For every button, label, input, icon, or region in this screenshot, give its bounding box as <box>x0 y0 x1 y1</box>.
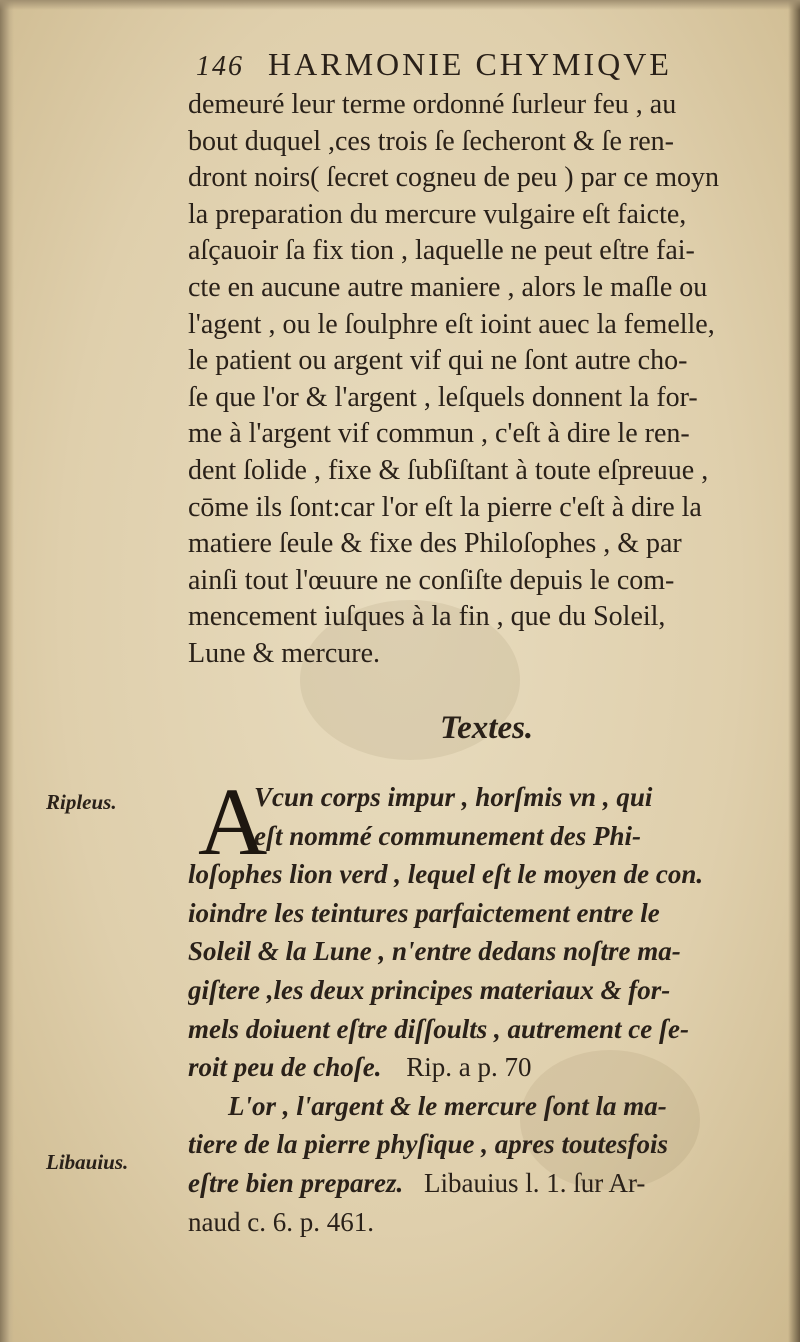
quote-line: Soleil & la Lune , n'entre dedans noſtre ma- <box>188 936 681 967</box>
running-header <box>196 46 776 90</box>
citation-line: naud c. 6. p. 461. <box>188 1206 374 1237</box>
quote-line: mels doiuent eſtre diſſoults , autrement ce ſe- <box>188 1013 689 1044</box>
text-line: cte en aucune autre maniere , alors le maſle ou <box>188 271 708 303</box>
text-line: dent ſolide , fixe & ſubſiſtant à toute eſpreuue , <box>188 454 709 486</box>
margin-note-ripleus: Ripleus. <box>46 790 117 814</box>
text-line: bout duquel ,ces trois ſe ſecheront & ſe ren- <box>188 125 674 157</box>
quote-line <box>188 1048 792 1087</box>
quote-line: L'or , l'argent & le mercure ſont la ma- <box>228 1090 667 1121</box>
drop-cap: A <box>198 768 268 875</box>
page-number: 146 <box>196 51 244 82</box>
quote-line-text: eſtre bien preparez. <box>188 1167 404 1198</box>
quote-line: eſt nommé communement des Phi- <box>254 820 641 851</box>
body-paragraph <box>188 87 792 673</box>
running-title: HARMONIE CHYMIQVE <box>268 46 672 82</box>
citation-libauius: Libauius l. 1. ſur Ar- <box>423 1167 646 1198</box>
quote-line: ioindre les teintures parfaictement entre le <box>188 897 660 928</box>
text-line: ainſi tout l'œuure ne conſiſte depuis le com- <box>188 564 675 596</box>
text-line: ſe que l'or & l'argent , leſquels donnent la for- <box>188 381 698 413</box>
text-line: l'agent , ou le ſoulphre eſt ioint auec la femelle, <box>188 308 715 340</box>
quote-line <box>188 1164 792 1203</box>
text-line: dront noirs( ſecret cogneu de peu ) par ce moyn <box>188 162 720 194</box>
text-line: aſçauoir ſa fix tion , laquelle ne peut eſtre fai- <box>188 235 695 267</box>
text-line: la preparation du mercure vulgaire eſt faicte, <box>188 198 687 230</box>
text-line: Lune & mercure. <box>188 637 381 669</box>
quote-line: tiere de la pierre phyſique , apres toutesfois <box>188 1129 668 1160</box>
text-line: le patient ou argent vif qui ne ſont autre cho- <box>188 345 688 377</box>
text-line: cōme ils ſont:car l'or eſt la pierre c'eſt à dire la <box>188 491 702 523</box>
text-line: mencement iuſques à la fin , que du Soleil, <box>188 601 666 633</box>
text-line: me à l'argent vif commun , c'eſt à dire le ren- <box>188 418 690 450</box>
section-heading: Textes. <box>440 710 534 746</box>
quote-line: Vcun corps impur , horſmis vn , qui <box>254 782 653 812</box>
page-top-shadow <box>0 0 800 10</box>
quote-line-text: roit peu de choſe. <box>188 1052 382 1083</box>
text-line: matiere ſeule & fixe des Philoſophes , & par <box>188 528 682 560</box>
page-gutter-shadow <box>0 0 14 1342</box>
quote-line: loſophes lion verd , lequel eſt le moyen de con. <box>188 859 704 890</box>
margin-note-libauius: Libauius. <box>46 1150 129 1174</box>
text-line: demeuré leur terme ordonné ſurleur feu , au <box>188 89 677 120</box>
quotation-block <box>188 768 792 1241</box>
quote-line: giſtere ,les deux principes materiaux & for- <box>188 974 671 1005</box>
citation-ripleus: Rip. a p. 70 <box>406 1052 532 1083</box>
